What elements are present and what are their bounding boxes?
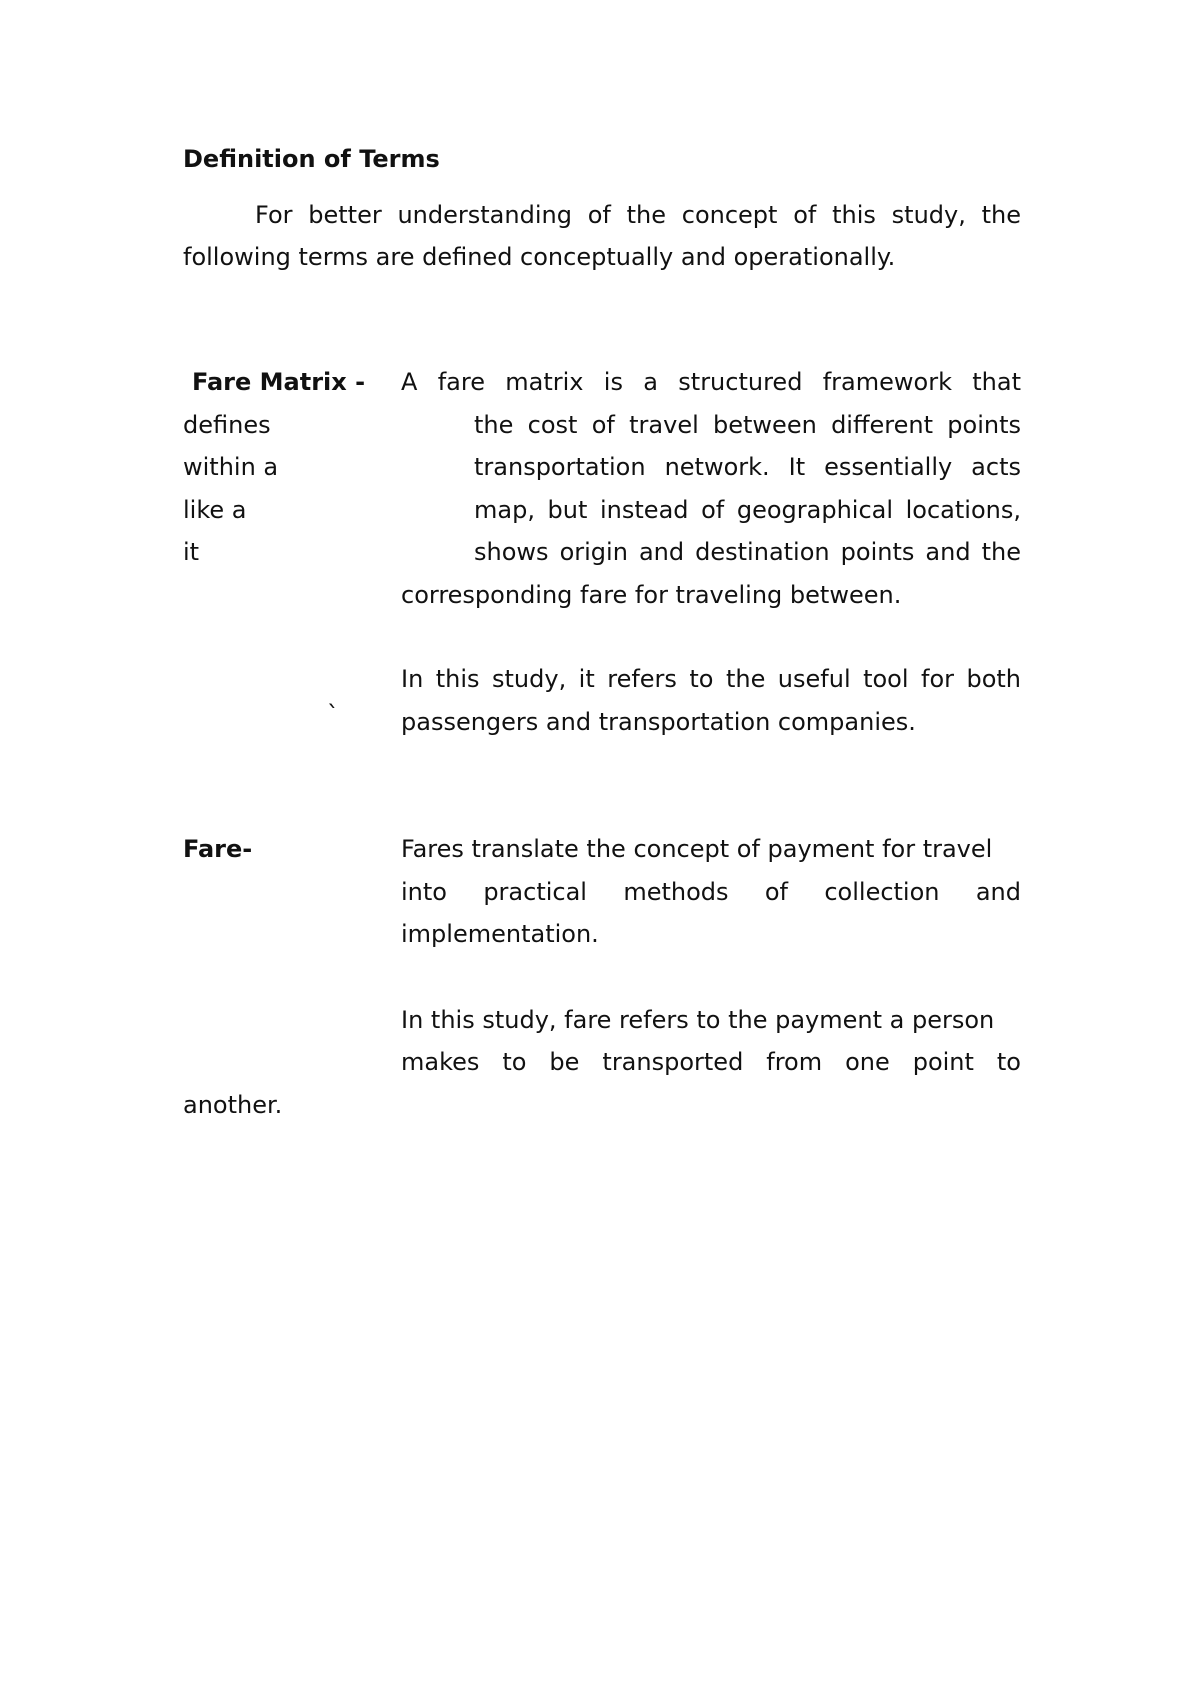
fare-matrix-def-line-6: corresponding fare for traveling between. [401, 581, 902, 609]
fare-matrix-def-line-2: the cost of travel between different points [474, 411, 1021, 439]
fare-matrix-left-line-2: within a [183, 453, 279, 481]
fare-matrix-def-line-3: transportation network. It essentially acts [474, 453, 1021, 481]
section-heading: Definition of Terms [183, 145, 440, 173]
fare-matrix-left-line-4: it [183, 538, 200, 566]
term-label-fare: Fare- [183, 835, 253, 863]
fare-op-line-3: another. [183, 1091, 283, 1119]
fare-matrix-left-line-1: defines [183, 411, 271, 439]
fare-matrix-def-line-1: A fare matrix is a structured framework that [401, 368, 1021, 396]
intro-line-1: For better understanding of the concept of this study, the [255, 201, 1021, 229]
fare-op-line-2: makes to be transported from one point to [401, 1048, 1021, 1076]
fare-matrix-left-line-3: like a [183, 496, 247, 524]
term-label-fare-matrix: Fare Matrix - [192, 368, 366, 396]
fare-matrix-def-line-4: map, but instead of geographical locations, [474, 496, 1021, 524]
stray-backtick-mark: ` [327, 701, 339, 729]
fare-op-line-1: In this study, fare refers to the payment a person [401, 1006, 995, 1034]
fare-matrix-op-line-2: passengers and transportation companies. [401, 708, 916, 736]
fare-def-line-2: into practical methods of collection and [401, 878, 1021, 906]
fare-def-line-1: Fares translate the concept of payment for travel [401, 835, 993, 863]
fare-matrix-op-line-1: In this study, it refers to the useful tool for both [401, 665, 1021, 693]
fare-matrix-def-line-5: shows origin and destination points and the [474, 538, 1021, 566]
intro-line-2: following terms are defined conceptually and operationally. [183, 243, 896, 271]
fare-def-line-3: implementation. [401, 920, 599, 948]
